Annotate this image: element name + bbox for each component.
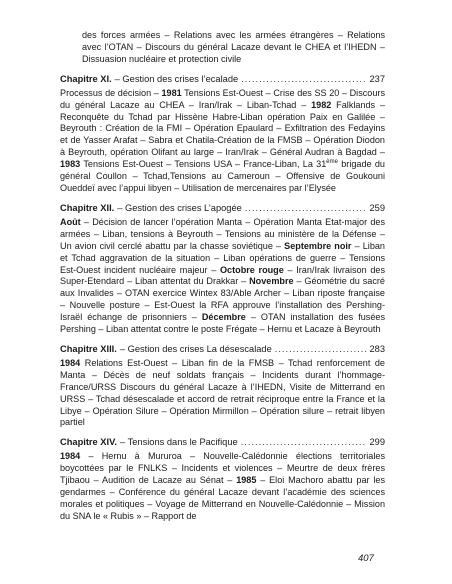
chapter-label: Chapitre XIV. [60, 437, 118, 448]
chapter-title: – Tensions dans le Pacifique [120, 437, 238, 448]
chapter-xiv-summary: 1984 – Hernu à Mururoa – Nouvelle-Calédonnie élections territoriales boycottées par le FNLKS – Incidents et violences – Meurtre de deux frères Tjibaou – Audition de Lacaze au Sénat – 1985 – Eloi Machoro abattu par les gendarmes – Conférence du général Lacaze devant l’académie des sciences morales et politiques – Voyage de Mitterrand en Nouvelle-Calédonnie – Mission du SNA le « Rubis » – Rapport de [60, 451, 385, 521]
continued-paragraph [60, 30, 385, 66]
year-1982: 1982 [311, 99, 332, 110]
toc-entry-chapter-xiii [60, 343, 385, 355]
chapter-label: Chapitre XIII. [60, 343, 117, 354]
document-page [60, 30, 385, 523]
toc-entry-chapter-xii [60, 202, 385, 214]
page-number: 283 [369, 343, 385, 354]
dot-leader [275, 343, 368, 355]
chapter-xi-summary: Processus de décision – 1981 Tensions Est-Ouest – Crise des SS 20 – Discours du général Lacaze au CHEA – Iran/Irak – Liban-Tchad – 1982 Falklands – Reconquête du Tchad par Hissène Habre-Liban opération Paix en Galilée – Beyrouth : Création de la FMI – Opération Epaulard – Exfiltration des Fedayins et de Yasser Arafat – Sabra et Chatila-Création de la FMSB – Opération Diodon à Beyrouth, opération Olifant au large – Iran/Irak – Général Audran à Bagdad – 1983 Tensions Est-Ouest – Tensions USA – France-Liban, La 31ème brigade du général Coullon – Tchad,Tensions au Cameroun – Offensive de Goukouni Oueddeï avec l’appui libyen – Utilisation de mercenaires par l’Elysée [60, 87, 385, 193]
dot-leader [241, 436, 368, 448]
year-1985: 1985 [236, 475, 257, 486]
year-1984: 1984 [60, 451, 81, 462]
page-number: 299 [369, 437, 385, 448]
month-decembre: Décembre [201, 312, 246, 323]
year-1981: 1981 [161, 87, 182, 98]
continued-text: des forces armées – Relations avec les armées étrangères – Relations avec l’OTAN – Discours du général Lacaze devant le CHEA et l’IHEDN – Dissuasion nucléaire et protection civile [82, 30, 385, 64]
chapter-label: Chapitre XII. [60, 202, 115, 213]
chapter-label: Chapitre XI. [60, 73, 112, 84]
ordinal-superscript: ème [326, 159, 338, 166]
chapter-xii-summary: Août – Décision de lancer l’opération Manta – Opération Manta Etat-major des armées – Liban, tensions à Beyrouth – Tensions au ministère de la Défense – Un avion civil cerclé abattu par la chasse soviétique – Septembre noir – Liban et Tchad aggravation de la situation – Liban opérations de guerre – Tensions Est-Ouest incident nucléaire majeur – Octobre rouge – Iran/Irak livraison des Super-Etendard – Liban attentat du Drakkar – Novembre – Géométrie du sacré aux Invalides – OTAN exercice Wintex 83/Able Archer – Liban riposte française – Nouvelle posture – Est-Ouest la RFA approuve l’installation des Pershing- Israël échange de prisonniers – Décembre – OTAN installation des fusées Pershing – Liban attentat contre le poste Frégate – Hernu et Lacaze à Beyrouth [60, 216, 385, 335]
page-number: 237 [369, 73, 385, 84]
chapter-title: – Gestion des crises L’apogée [117, 202, 242, 213]
year-1983: 1983 [60, 159, 81, 170]
dot-leader [245, 202, 368, 214]
dot-leader [241, 73, 367, 85]
toc-entry-chapter-xiv [60, 436, 385, 448]
month-aout: Août [60, 216, 81, 227]
page-number: 259 [369, 202, 385, 213]
month-septembre: Septembre noir [284, 240, 352, 251]
month-novembre: Novembre [249, 276, 294, 287]
chapter-title: – Gestion des crises l’ecalade [114, 73, 239, 84]
year-1984: 1984 [60, 357, 81, 368]
month-octobre: Octobre rouge [219, 264, 284, 275]
toc-entry-chapter-xi [60, 73, 385, 85]
chapter-xiii-summary: 1984 Relations Est-Ouest – Liban fin de la FMSB – Tchad renforcement de Manta – Décès de neuf soldats français – Incidents durant l’hommage-France/URSS Discours du général Lacaze à l’IHEDN, Visite de Mitterrand en URSS – Tchad désescalade et accord de retrait réciproque entre la France et la Libye – Opération Silure – Opération Mirmillon – Opération silure – retrait libyen partiel [60, 357, 385, 428]
chapter-title: – Gestion des crises La désescalade [119, 343, 272, 354]
page-folio: 407 [358, 553, 374, 564]
